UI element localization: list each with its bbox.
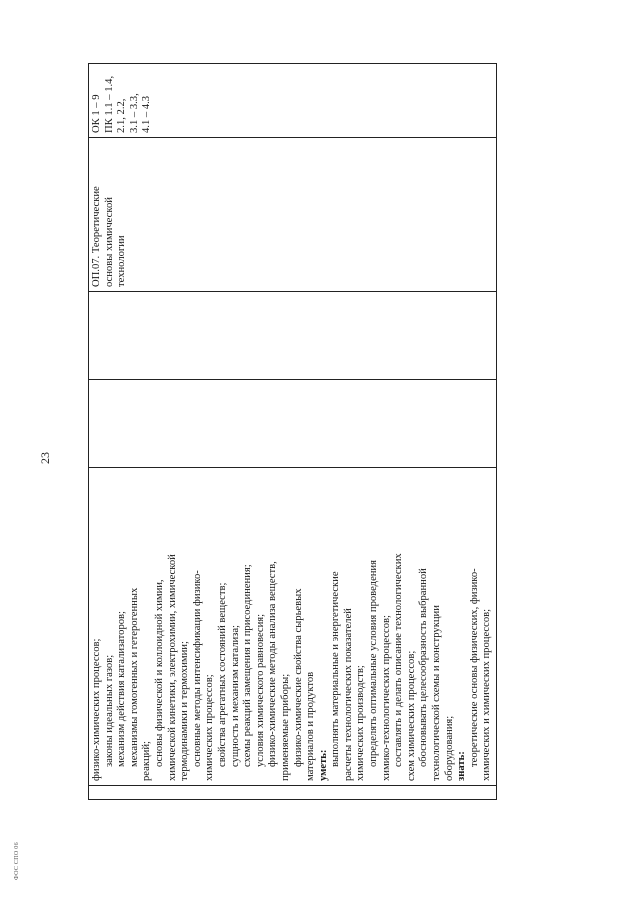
content-line: сущность и механизм катализа;: [229, 625, 241, 767]
content-line: составлять и делать описание технологических: [393, 553, 405, 767]
content-line: законы идеальных газов;: [103, 654, 115, 767]
discipline-line: основы химической: [103, 197, 115, 287]
competence-line: ОК 1 – 9: [91, 94, 102, 133]
content-line: теоретические основы физических, физико-: [468, 568, 480, 767]
footer-stamp: ФОС СПО 06: [14, 842, 20, 880]
table-row: [89, 64, 497, 800]
competence-line: 4.1 – 4.3: [141, 95, 153, 133]
content-line: механизмы гомогенных и гетерогенных: [128, 587, 140, 767]
content-line: химико-технологических процессов;: [380, 615, 392, 781]
content-line: схемы реакций замещения и присоединения;: [242, 564, 254, 767]
content-cell: [89, 468, 497, 786]
section-heading: знать:: [456, 751, 468, 781]
competence-line: ПК 1.1 – 1.4,: [103, 75, 115, 133]
section-heading: уметь:: [317, 749, 329, 781]
empty-cell: [89, 292, 497, 380]
content-line: механизм действия катализаторов;: [116, 611, 128, 767]
rotated-table-container: [88, 64, 493, 800]
competence-line: 2.1, 2.2,: [116, 98, 128, 133]
content-line: химических и химических процессов;: [481, 608, 493, 781]
content-line: технологической схемы и конструкции: [431, 605, 443, 781]
page-number: 23: [38, 452, 52, 464]
content-line: определять оптимальные условия проведения: [368, 560, 380, 767]
empty-cell-first: [89, 786, 497, 800]
competence-table: [88, 63, 497, 800]
content-line: применяемые приборы;: [279, 673, 291, 781]
discipline-cell: [89, 138, 497, 292]
content-line: химических производств;: [355, 665, 367, 781]
content-line: химической кинетики, электрохимии, химической: [166, 554, 178, 781]
content-line: реакций;: [141, 741, 153, 781]
content-line: свойства агрегатных состояний веществ;: [216, 582, 228, 767]
content-line: оборудования;: [443, 715, 455, 781]
discipline-line: ОП.07. Теоретические: [91, 186, 102, 287]
content-line: основные методы интенсификации физико-: [191, 570, 203, 767]
content-line: основы физической и коллоидной химии,: [153, 579, 165, 767]
content-line: химических процессов;: [204, 674, 216, 781]
content-line: физико-химические свойства сырьевых: [292, 588, 304, 767]
content-line: схем химических процессов;: [405, 650, 417, 781]
content-line: обосновывать целесообразность выбранной: [418, 568, 430, 767]
content-line: условия химического равновесия;: [254, 613, 266, 767]
content-line: физико-химические методы анализа веществ,: [267, 561, 279, 767]
competence-line: 3.1 – 3.3,: [128, 93, 140, 133]
discipline-line: технологии: [116, 235, 128, 287]
content-line: термодинамики и термохимии;: [179, 641, 191, 781]
competences-cell: [89, 64, 497, 138]
content-line: выполнять материальные и энергетические: [330, 571, 342, 767]
empty-cell: [89, 380, 497, 468]
content-line: расчеты технологических показателей: [342, 608, 354, 781]
content-line: материалов и продуктов: [305, 671, 317, 781]
content-line: физико-химических процессов;: [91, 638, 102, 781]
